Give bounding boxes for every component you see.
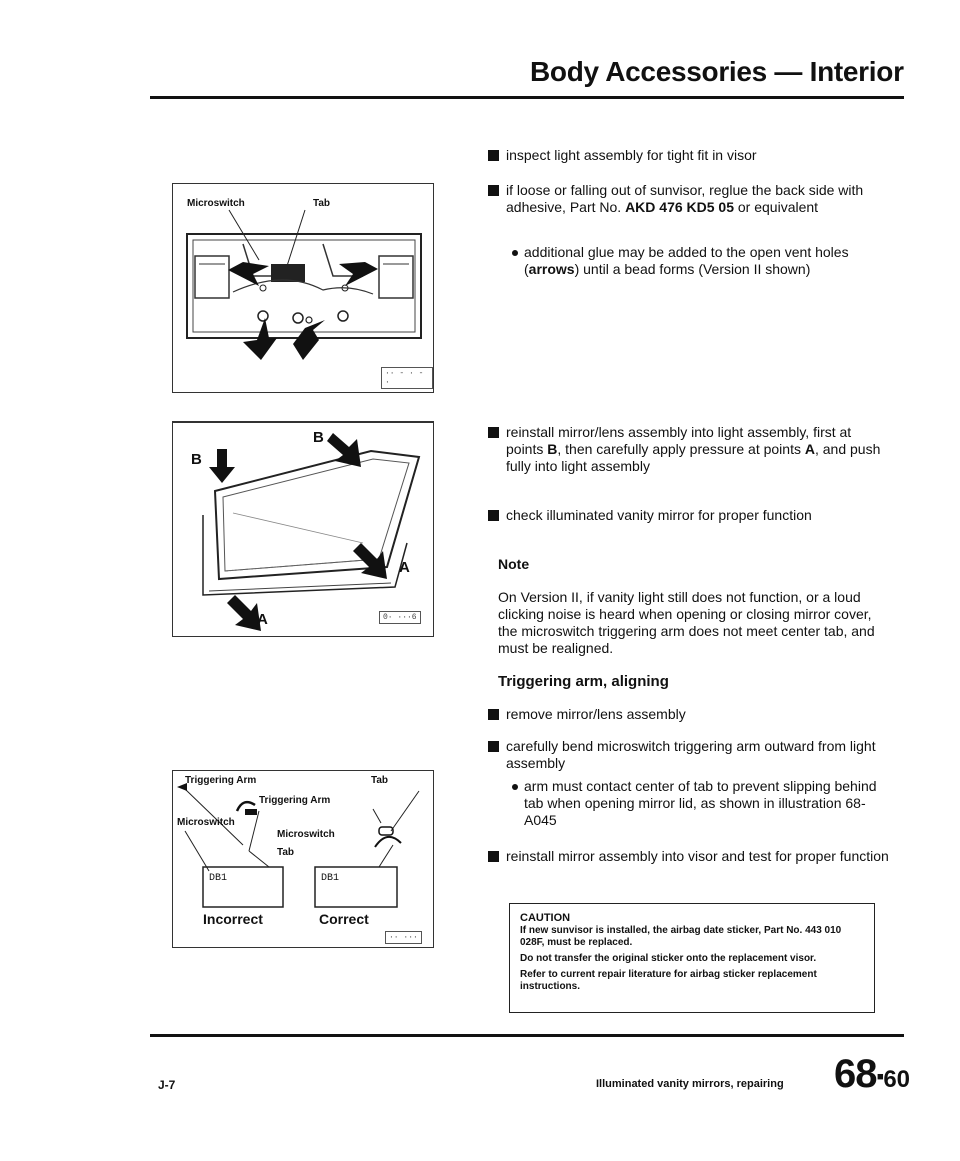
substep-text: arm must contact center of tab to prevent slipping behind tab when opening mirror lid, as shown in illustration 68-A045	[524, 778, 877, 828]
figure-triggering-arm	[172, 770, 434, 948]
point-a: A	[804, 441, 815, 457]
dot-icon	[512, 250, 518, 256]
point-b: B	[547, 441, 558, 457]
caution-box	[509, 903, 875, 1013]
header-rule	[150, 96, 904, 99]
part-number: AKD 476 KD5 05	[625, 199, 734, 215]
caption-incorrect: Incorrect	[203, 911, 263, 927]
note-text: On Version II, if vanity light still does not function, or a loud clicking noise is heard when opening or closing mirror cover, the microswitch triggering arm does not meet center tab, and must be realigned.	[498, 589, 875, 656]
bullet-icon	[488, 510, 499, 521]
footer-rule	[150, 1034, 904, 1037]
caution-line-1: If new sunvisor is installed, the airbag date sticker, Part No. 443 010 028F, must be replaced.	[520, 925, 842, 948]
section-heading-aligning: Triggering arm, aligning	[498, 673, 669, 690]
figure-microswitch-tab	[172, 183, 434, 393]
figure-ref: ·· ···	[385, 931, 422, 944]
label-triggering-arm-right: Triggering Arm	[259, 795, 331, 806]
figure-ref: 0· ···6	[379, 611, 421, 624]
step-reinstall-mirror	[488, 848, 892, 865]
step-text: inspect light assembly for tight fit in visor	[506, 147, 757, 163]
dot-icon	[512, 784, 518, 790]
label-microswitch: Microswitch	[187, 198, 245, 209]
step-text: carefully bend microswitch triggering arm outward from light assembly	[506, 738, 876, 771]
substep-text-tail: ) until a bead forms (Version II shown)	[574, 261, 811, 277]
label-point-a-right: A	[399, 559, 410, 576]
section-sep: ▪	[876, 1063, 884, 1089]
section-sub: 60	[883, 1066, 911, 1093]
step-text: if loose or falling out of sunvisor, reglue the back side with adhesive, Part No.	[506, 182, 864, 215]
caution-line-2: Do not transfer the original sticker onto the replacement visor.	[520, 953, 817, 964]
mirror-lens-drawing	[173, 423, 435, 639]
section-main: 68	[834, 1052, 877, 1096]
footer-title: Illuminated vanity mirrors, repairing	[596, 1078, 784, 1090]
box-label-right: DB1	[321, 873, 340, 884]
bullet-icon	[488, 709, 499, 720]
box-label-left: DB1	[209, 873, 228, 884]
label-microswitch-center: Microswitch	[277, 829, 335, 840]
arrows-term: arrows	[528, 261, 575, 277]
step-text: reinstall mirror/lens assembly into light assembly, first at points	[506, 424, 852, 457]
section-number	[834, 1052, 910, 1097]
step-text-mid: , then carefully apply pressure at points	[557, 441, 801, 457]
label-point-a-left: A	[257, 611, 268, 628]
bullet-icon	[488, 851, 499, 862]
light-assembly-drawing	[173, 184, 435, 394]
label-microswitch-left: Microswitch	[177, 817, 235, 828]
label-tab-top: Tab	[371, 775, 389, 786]
label-tab: Tab	[313, 198, 331, 209]
step-bend-arm	[488, 738, 892, 772]
bullet-icon	[488, 150, 499, 161]
step-remove-mirror	[488, 706, 892, 723]
step-reinstall-lens	[488, 424, 892, 475]
step-check-mirror	[488, 507, 892, 524]
label-tab-center: Tab	[277, 847, 295, 858]
substep-contact-tab	[512, 778, 892, 829]
substep-glue	[512, 244, 892, 278]
caution-title: CAUTION	[520, 912, 571, 924]
step-reglue	[488, 182, 892, 216]
bullet-icon	[488, 427, 499, 438]
substep-text: additional glue may be added to the open vent holes (	[524, 244, 849, 277]
label-point-b-right: B	[313, 429, 324, 446]
bullet-icon	[488, 741, 499, 752]
caption-correct: Correct	[319, 911, 369, 927]
page-id: J-7	[158, 1078, 176, 1092]
figure-ref: ·· - · - ·	[381, 367, 433, 389]
label-point-b-left: B	[191, 451, 202, 468]
step-text-tail: , and push fully into light assembly	[506, 441, 881, 474]
caution-line-3: Refer to current repair literature for airbag sticker replacement instructions.	[520, 969, 817, 992]
page-title: Body Accessories — Interior	[530, 56, 904, 87]
note-heading: Note	[498, 556, 530, 572]
step-text: remove mirror/lens assembly	[506, 706, 686, 722]
step-text: reinstall mirror assembly into visor and test for proper function	[506, 848, 889, 864]
figure-mirror-lens-points	[172, 421, 434, 637]
step-text-tail: or equivalent	[737, 199, 819, 215]
step-inspect	[488, 147, 892, 164]
bullet-icon	[488, 185, 499, 196]
step-text: check illuminated vanity mirror for proper function	[506, 507, 812, 523]
label-triggering-arm-top: Triggering Arm	[185, 775, 257, 786]
